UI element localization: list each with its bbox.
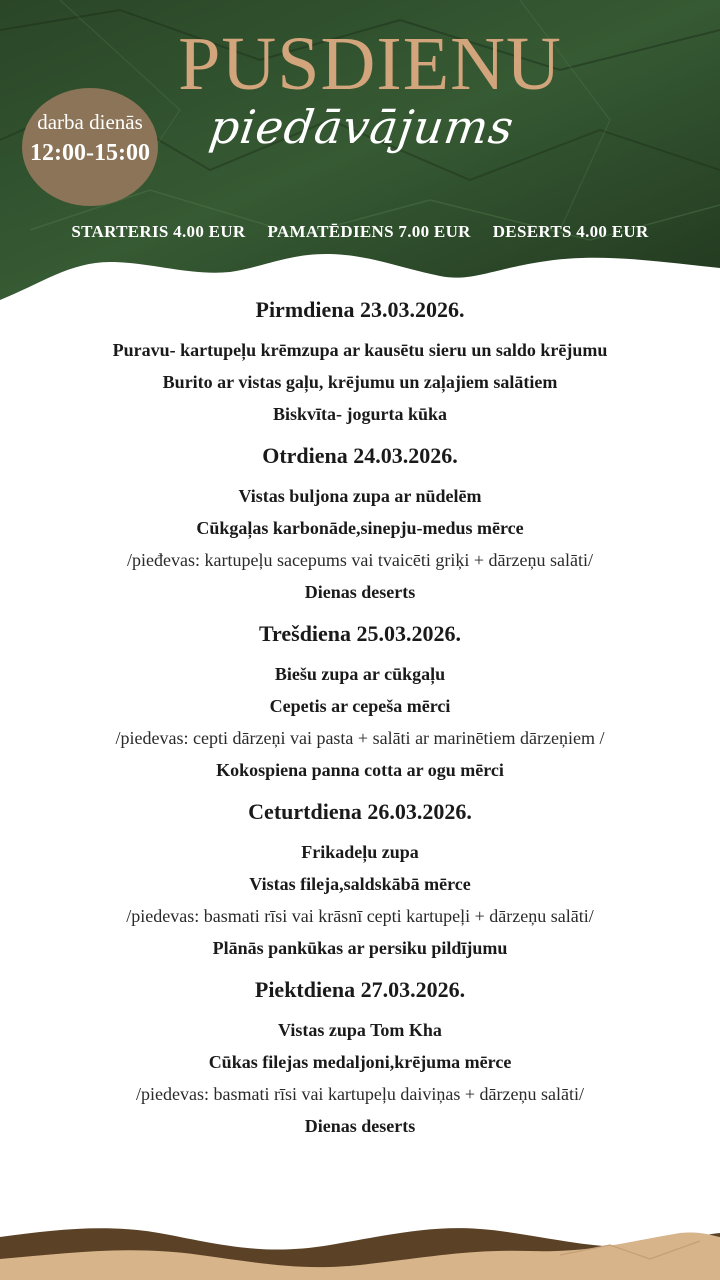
starter-dish: Vistas zupa Tom Kha — [278, 1020, 442, 1040]
price-list — [0, 222, 720, 242]
menu-title: PUSDIENU — [178, 22, 562, 106]
dessert-dish: Biskvīta- jogurta kūka — [272, 404, 448, 424]
day-title: Trešdiena 25.03.2026. — [258, 621, 462, 646]
day-monday — [0, 292, 720, 438]
menu-subtitle: piedāvājums — [206, 100, 518, 154]
main-dish: Cūkgaļas karbonāde,sinepju-medus mērce — [196, 518, 524, 538]
side-dishes: /piedevas: basmati rīsi vai krāsnī cepti kartupeļi + dārzeņu salāti/ — [126, 906, 594, 926]
main-dish: Burito ar vistas gaļu, krējumu un zaļajiem salātiem — [162, 372, 558, 392]
price-main: PAMATĒDIENS 7.00 EUR — [267, 222, 471, 241]
starter-dish: Puravu- kartupeļu krēmzupa ar kausētu sieru un saldo krējumu — [112, 340, 608, 360]
side-dishes: /piedevas: cepti dārzeņi vai pasta + salāti ar marinētiem dārzeņiem / — [115, 728, 605, 748]
side-dishes: /piedevas: basmati rīsi vai kartupeļu daiviņas + dārzeņu salāti/ — [135, 1084, 584, 1104]
day-title: Pirmdiena 23.03.2026. — [255, 297, 465, 322]
day-wednesday — [0, 616, 720, 794]
footer-background — [0, 1215, 720, 1280]
dessert-dish: Dienas deserts — [304, 1116, 416, 1136]
side-dishes: /pieđevas: kartupeļu sacepums vai tvaicēti griķi + dārzeņu salāti/ — [127, 550, 593, 570]
day-friday — [0, 972, 720, 1142]
dessert-dish: Kokospiena panna cotta ar ogu mērci — [216, 760, 504, 780]
main-dish: Cūkas filejas medaljoni,krējuma mērce — [208, 1052, 512, 1072]
starter-dish: Frikadeļu zupa — [301, 842, 419, 862]
day-tuesday — [0, 438, 720, 616]
main-dish: Vistas fileja,saldskābā mērce — [249, 874, 471, 894]
starter-dish: Biešu zupa ar cūkgaļu — [274, 664, 446, 684]
starter-dish: Vistas buljona zupa ar nūdelēm — [238, 486, 482, 506]
day-title: Ceturtdiena 26.03.2026. — [248, 799, 472, 824]
day-title: Piektdiena 27.03.2026. — [254, 977, 466, 1002]
dessert-dish: Plānās pankūkas ar persiku pildījumu — [212, 938, 508, 958]
weekly-menu — [0, 292, 720, 1142]
dessert-dish: Dienas deserts — [304, 582, 416, 602]
price-dessert: DESERTS 4.00 EUR — [492, 222, 649, 241]
price-starter: STARTERIS 4.00 EUR — [71, 222, 246, 241]
day-thursday — [0, 794, 720, 972]
main-dish: Cepetis ar cepeša mērci — [269, 696, 451, 716]
badge-hours: 12:00-15:00 — [30, 140, 150, 166]
badge-days-label: darba dienās — [37, 110, 143, 134]
day-title: Otrdiena 24.03.2026. — [262, 443, 458, 468]
hours-badge — [22, 88, 158, 206]
